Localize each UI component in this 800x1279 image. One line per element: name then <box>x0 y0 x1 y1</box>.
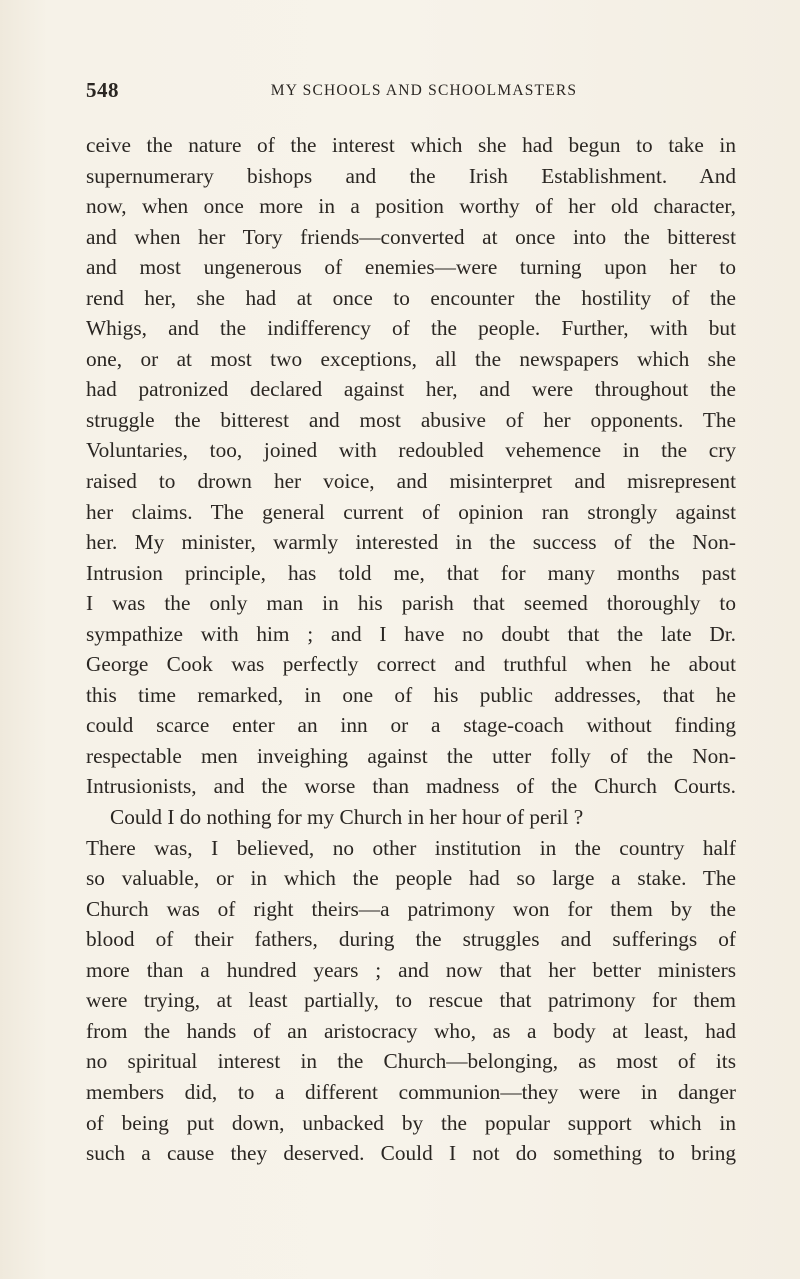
text-line: from the hands of an aristocracy who, as a body at least, had <box>86 1018 736 1043</box>
text-line: more than a hundred years ; and now that her better ministers <box>86 957 736 982</box>
text-line: and when her Tory friends—converted at once into the bitterest <box>86 224 736 249</box>
text-line: respectable men inveighing against the utter folly of the Non- <box>86 743 736 768</box>
text-line: blood of their fathers, during the struggles and sufferings of <box>86 927 736 952</box>
text-line: ceive the nature of the interest which she had begun to take in <box>86 133 736 157</box>
text-line: supernumerary bishops and the Irish Establishment. And <box>86 163 736 188</box>
text-line: such a cause they deserved. Could I not do something to bring <box>86 1141 736 1166</box>
text-line: members did, to a different communion—they were in danger <box>86 1079 736 1104</box>
text-line: now, when once more in a position worthy of her old character, <box>86 194 736 219</box>
text-line: George Cook was perfectly correct and truthful when he about <box>86 652 736 677</box>
text-line: Church was of right theirs—a patrimony won for them by the <box>86 896 736 921</box>
text-line: were trying, at least partially, to rescue that patrimony for them <box>86 988 736 1013</box>
page-header <box>86 78 732 108</box>
text-line: There was, I believed, no other institution in the country half <box>86 835 736 860</box>
text-line: this time remarked, in one of his public addresses, that he <box>86 682 736 707</box>
text-line: one, or at most two exceptions, all the newspapers which she <box>86 346 736 371</box>
text-line: no spiritual interest in the Church—belonging, as most of its <box>86 1049 736 1074</box>
text-line: Whigs, and the indifferency of the people. Further, with but <box>86 316 736 341</box>
text-line: her claims. The general current of opinion ran strongly against <box>86 499 736 524</box>
text-line: I was the only man in his parish that seemed thoroughly to <box>86 591 736 616</box>
text-line: rend her, she had at once to encounter the hostility of the <box>86 285 736 310</box>
text-line: had patronized declared against her, and were throughout the <box>86 377 736 402</box>
text-line: Could I do nothing for my Church in her hour of peril ? <box>110 805 584 830</box>
text-line: could scarce enter an inn or a stage-coach without finding <box>86 713 736 738</box>
text-line: so valuable, or in which the people had so large a stake. The <box>86 866 736 891</box>
text-line: of being put down, unbacked by the popular support which in <box>86 1110 736 1135</box>
text-line: sympathize with him ; and I have no doubt that the late Dr. <box>86 621 736 646</box>
text-line: and most ungenerous of enemies—were turning upon her to <box>86 255 736 280</box>
running-title: MY SCHOOLS AND SCHOOLMASTERS <box>270 82 578 99</box>
text-line: raised to drown her voice, and misinterpret and misrepresent <box>86 469 736 494</box>
text-line: struggle the bitterest and most abusive of her opponents. The <box>86 407 736 432</box>
text-line: Intrusion principle, has told me, that for many months past <box>86 560 736 585</box>
text-line: her. My minister, warmly interested in the success of the Non- <box>86 530 736 555</box>
body-text <box>86 130 736 1169</box>
text-line: Voluntaries, too, joined with redoubled vehemence in the cry <box>86 438 736 463</box>
text-line: Intrusionists, and the worse than madness of the Church Courts. <box>86 774 736 799</box>
page-number: 548 <box>86 78 119 102</box>
